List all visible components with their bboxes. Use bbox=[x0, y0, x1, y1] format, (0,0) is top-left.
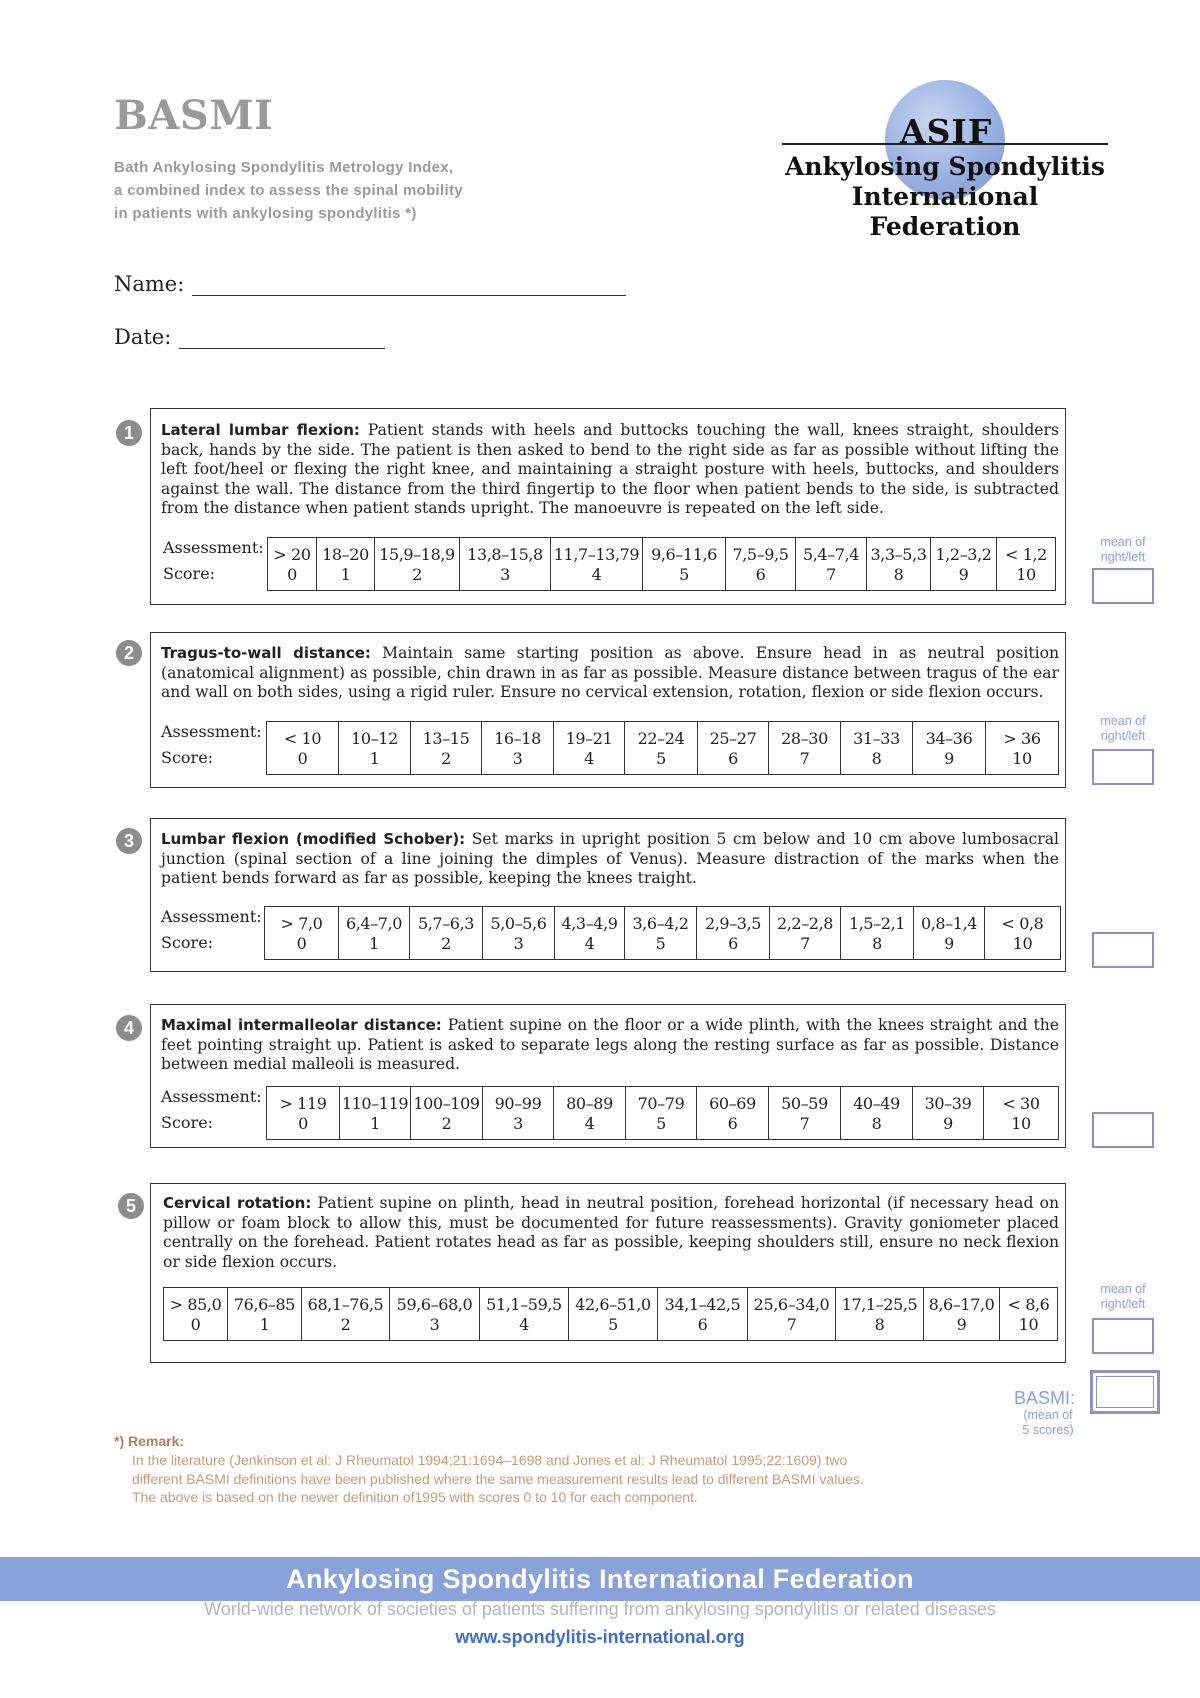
score-cell: 4 bbox=[554, 749, 625, 775]
mean-label-line: mean of bbox=[1100, 535, 1146, 549]
mean-label bbox=[1078, 714, 1168, 744]
score-cell: 4 bbox=[555, 934, 625, 960]
score-cell: 6 bbox=[697, 934, 770, 960]
basmi-sub-line: (mean of bbox=[1023, 1408, 1073, 1422]
assessment-cell: 18–20 bbox=[317, 538, 375, 566]
row-labels bbox=[161, 719, 262, 771]
score-cell: 0 bbox=[164, 1315, 228, 1341]
assessment-cell: 16–18 bbox=[482, 722, 554, 750]
score-cell: 9 bbox=[914, 934, 985, 960]
assessment-cell: > 20 bbox=[268, 538, 317, 566]
date-label: Date: bbox=[114, 325, 172, 349]
assessment-row bbox=[164, 1288, 1058, 1316]
score-cell: 5 bbox=[643, 565, 726, 591]
score-box-2[interactable] bbox=[1092, 749, 1154, 785]
assessment-cell: 70–79 bbox=[626, 1087, 697, 1115]
assessment-cell: 25–27 bbox=[698, 722, 769, 750]
mean-label-line: mean of bbox=[1100, 714, 1146, 728]
score-cell: 2 bbox=[411, 749, 482, 775]
score-cell: 7 bbox=[769, 1114, 841, 1140]
section-title: Lateral lumbar flexion: bbox=[161, 421, 360, 439]
score-cell: 7 bbox=[770, 934, 841, 960]
mean-label-line: mean of bbox=[1100, 1282, 1146, 1296]
assessment-cell: < 0,8 bbox=[985, 907, 1061, 935]
assessment-label: Assessment: bbox=[161, 1087, 262, 1106]
score-box-1[interactable] bbox=[1092, 568, 1154, 604]
assessment-cell: 13–15 bbox=[411, 722, 482, 750]
score-cell: 6 bbox=[726, 565, 796, 591]
assessment-cell: 13,8–15,8 bbox=[460, 538, 551, 566]
mean-label-line: right/left bbox=[1100, 550, 1146, 564]
remark-line: In the literature (Jenkinson et al: J Rheumatol 1994;21:1694–1698 and Jones et al: J Rheumatol 1995;22:1609) two bbox=[132, 1452, 848, 1468]
date-field[interactable] bbox=[114, 325, 385, 349]
assessment-cell: 31–33 bbox=[841, 722, 913, 750]
score-cell: 4 bbox=[554, 1114, 626, 1140]
assessment-cell: 40–49 bbox=[841, 1087, 913, 1115]
mean-label-line: right/left bbox=[1100, 1297, 1146, 1311]
score-cell: 6 bbox=[697, 1114, 769, 1140]
assessment-cell: 68,1–76,5 bbox=[302, 1288, 390, 1316]
assessment-row bbox=[268, 538, 1056, 566]
page-title: BASMI bbox=[114, 92, 274, 139]
subtitle-line: in patients with ankylosing spondylitis *) bbox=[114, 205, 417, 222]
assessment-cell: 34–36 bbox=[913, 722, 986, 750]
assessment-row bbox=[265, 907, 1061, 935]
date-input-line[interactable] bbox=[179, 328, 385, 349]
score-label: Score: bbox=[161, 748, 214, 767]
score-cell: 2 bbox=[411, 1114, 483, 1140]
remark-heading: *) Remark: bbox=[114, 1433, 185, 1449]
assessment-cell: 25,6–34,0 bbox=[748, 1288, 836, 1316]
score-cell: 2 bbox=[375, 565, 460, 591]
score-table bbox=[266, 721, 1059, 775]
section-number-3: 3 bbox=[116, 828, 142, 854]
assessment-cell: < 1,2 bbox=[997, 538, 1056, 566]
section-text: Patient supine on plinth, head in neutral position, forehead horizontal (if necessary head on pillow or foam block to allow this, must be documented for future reassessments). Gravity goniometer placed centrally on the forehead. Patient rotates head as far as possible, keeping shoulders still, ensure no neck flexion or side flexion occurs. bbox=[163, 1194, 1059, 1271]
assessment-cell: 10–12 bbox=[339, 722, 411, 750]
assessment-cell: 11,7–13,79 bbox=[551, 538, 643, 566]
assessment-cell: 15,9–18,9 bbox=[375, 538, 460, 566]
assessment-cell: 76,6–85 bbox=[228, 1288, 302, 1316]
assessment-cell: 59,6–68,0 bbox=[390, 1288, 480, 1316]
assessment-cell: 3,6–4,2 bbox=[625, 907, 697, 935]
section-number-5: 5 bbox=[118, 1193, 144, 1219]
score-cell: 10 bbox=[1000, 1315, 1058, 1341]
score-label: Score: bbox=[161, 1113, 214, 1132]
logo-line-1: Ankylosing Spondylitis bbox=[784, 152, 1106, 181]
score-cell: 0 bbox=[267, 749, 339, 775]
score-cell: 9 bbox=[913, 1114, 984, 1140]
remark-text bbox=[132, 1451, 1032, 1507]
score-cell: 8 bbox=[841, 934, 914, 960]
section-text: Patient supine on the floor or a wide plinth, with the knees straight and the feet pointing straight up. Patient is asked to separate legs along the resting surface as far as possible. Distance between medial malleoli is measured. bbox=[161, 1016, 1059, 1073]
assessment-cell: 110–119 bbox=[340, 1087, 411, 1115]
mean-label bbox=[1078, 535, 1168, 565]
score-row bbox=[267, 1114, 1059, 1140]
score-cell: 1 bbox=[339, 749, 411, 775]
score-label: Score: bbox=[163, 564, 216, 583]
score-cell: 0 bbox=[267, 1114, 340, 1140]
score-cell: 9 bbox=[924, 1315, 1000, 1341]
score-table bbox=[267, 537, 1056, 591]
section-text: Patient stands with heels and buttocks touching the wall, knees straight, shoulders back, hands by the side. The patient is then asked to bend to the right side as far as possible without lifting the left foot/heel or flexing the right knee, and maintaining a straight posture with heels, buttocks, and shoulders against the wall. The distance from the third fingertip to the floor when patient bends to the side, is subtracted from the distance when patient stands upright. The manoeuvre is repeated on the left side. bbox=[161, 421, 1059, 517]
row-labels bbox=[161, 904, 262, 956]
assessment-row bbox=[267, 1087, 1059, 1115]
section-description bbox=[163, 1194, 1059, 1272]
remark-line: The above is based on the newer definition of1995 with scores 0 to 10 for each component. bbox=[132, 1489, 698, 1505]
assessment-cell: 1,5–2,1 bbox=[841, 907, 914, 935]
section-text: Maintain same starting position as above. Ensure head in as neutral position (anatomical alignment) as possible, chin drawn in as far as possible. Measure distance between tragus of the ear and wall on both sides, using a rigid ruler. Ensure no cervical extension, rotation, flexion or side flexion occurs. bbox=[161, 644, 1060, 701]
assessment-cell: 6,4–7,0 bbox=[339, 907, 410, 935]
assessment-cell: 30–39 bbox=[913, 1087, 984, 1115]
assessment-cell: < 8,6 bbox=[1000, 1288, 1058, 1316]
basmi-sub-line: 5 scores) bbox=[1022, 1423, 1074, 1437]
subtitle-line: a combined index to assess the spinal mobility bbox=[114, 182, 463, 199]
assessment-cell: 4,3–4,9 bbox=[555, 907, 625, 935]
name-input-line[interactable] bbox=[192, 275, 626, 296]
section-panel-intermalleolar bbox=[150, 1004, 1066, 1148]
page-subtitle bbox=[114, 156, 463, 225]
score-cell: 5 bbox=[625, 749, 698, 775]
assessment-cell: 5,0–5,6 bbox=[483, 907, 555, 935]
score-cell: 5 bbox=[626, 1114, 697, 1140]
basmi-total-label: BASMI: bbox=[1014, 1388, 1076, 1408]
score-cell: 3 bbox=[482, 749, 554, 775]
section-panel-cervical-rotation bbox=[150, 1183, 1066, 1363]
section-number-2: 2 bbox=[116, 640, 142, 666]
score-box-4[interactable] bbox=[1092, 1112, 1154, 1148]
section-panel-tragus-to-wall bbox=[150, 632, 1066, 788]
section-title: Cervical rotation: bbox=[163, 1194, 312, 1212]
score-cell: 3 bbox=[460, 565, 551, 591]
assessment-cell: 7,5–9,5 bbox=[726, 538, 796, 566]
logo-line-2: International Federation bbox=[851, 182, 1039, 241]
score-cell: 0 bbox=[268, 565, 317, 591]
score-cell: 1 bbox=[340, 1114, 411, 1140]
score-box-3[interactable] bbox=[1092, 932, 1154, 968]
row-labels bbox=[161, 1084, 262, 1136]
score-cell: 6 bbox=[658, 1315, 748, 1341]
mean-label-line: right/left bbox=[1100, 729, 1146, 743]
score-cell: 0 bbox=[265, 934, 339, 960]
score-cell: 8 bbox=[841, 749, 913, 775]
score-cell: 4 bbox=[480, 1315, 569, 1341]
asif-logo-abbr: ASIF bbox=[900, 112, 993, 151]
score-row bbox=[267, 749, 1059, 775]
score-cell: 7 bbox=[769, 749, 841, 775]
score-cell: 10 bbox=[985, 934, 1061, 960]
assessment-cell: 51,1–59,5 bbox=[480, 1288, 569, 1316]
basmi-total-inner-box bbox=[1096, 1376, 1154, 1408]
score-cell: 1 bbox=[339, 934, 410, 960]
score-cell: 4 bbox=[551, 565, 643, 591]
remark-line: different BASMI definitions have been published where the same measurement results lead to different BASMI values. bbox=[132, 1470, 864, 1487]
name-field[interactable] bbox=[114, 272, 626, 296]
score-row bbox=[265, 934, 1061, 960]
section-title: Tragus-to-wall distance: bbox=[161, 644, 371, 662]
assessment-label: Assessment: bbox=[163, 538, 264, 557]
score-cell: 7 bbox=[796, 565, 867, 591]
score-table bbox=[264, 906, 1061, 960]
assessment-cell: 42,6–51,0 bbox=[569, 1288, 658, 1316]
section-description bbox=[161, 830, 1059, 889]
assessment-label: Assessment: bbox=[161, 907, 262, 926]
score-cell: 7 bbox=[748, 1315, 836, 1341]
score-cell: 3 bbox=[483, 1114, 554, 1140]
basmi-total-box[interactable] bbox=[1090, 1370, 1160, 1414]
score-cell: 2 bbox=[410, 934, 483, 960]
assessment-cell: > 119 bbox=[267, 1087, 340, 1115]
score-cell: 1 bbox=[317, 565, 375, 591]
score-cell: 2 bbox=[302, 1315, 390, 1341]
assessment-cell: 5,7–6,3 bbox=[410, 907, 483, 935]
assessment-cell: 100–109 bbox=[411, 1087, 483, 1115]
score-table bbox=[266, 1086, 1059, 1140]
subtitle-line: Bath Ankylosing Spondylitis Metrology Index, bbox=[114, 159, 454, 176]
score-row bbox=[268, 565, 1056, 591]
score-cell: 6 bbox=[698, 749, 769, 775]
section-number-4: 4 bbox=[116, 1015, 142, 1041]
score-cell: 10 bbox=[986, 749, 1059, 775]
assessment-cell: 19–21 bbox=[554, 722, 625, 750]
section-description bbox=[161, 421, 1059, 519]
assessment-cell: > 36 bbox=[986, 722, 1059, 750]
score-cell: 5 bbox=[569, 1315, 658, 1341]
score-cell: 8 bbox=[836, 1315, 924, 1341]
score-cell: 9 bbox=[913, 749, 986, 775]
basmi-total-sublabel bbox=[1008, 1408, 1088, 1438]
mean-label bbox=[1078, 1282, 1168, 1312]
score-cell: 9 bbox=[931, 565, 997, 591]
score-cell: 8 bbox=[867, 565, 931, 591]
assessment-cell: < 30 bbox=[984, 1087, 1059, 1115]
score-cell: 3 bbox=[390, 1315, 480, 1341]
score-cell: 8 bbox=[841, 1114, 913, 1140]
footer-tagline: World-wide network of societies of patients suffering from ankylosing spondylitis or related diseases bbox=[204, 1599, 996, 1619]
assessment-label: Assessment: bbox=[161, 722, 262, 741]
assessment-cell: 80–89 bbox=[554, 1087, 626, 1115]
score-box-5[interactable] bbox=[1092, 1318, 1154, 1354]
assessment-cell: 50–59 bbox=[769, 1087, 841, 1115]
score-row bbox=[164, 1315, 1058, 1341]
footer-organization: Ankylosing Spondylitis International Federation bbox=[0, 1557, 1200, 1601]
assessment-cell: 2,2–2,8 bbox=[770, 907, 841, 935]
section-panel-lateral-lumbar-flexion bbox=[150, 408, 1066, 605]
score-label: Score: bbox=[161, 933, 214, 952]
assessment-cell: < 10 bbox=[267, 722, 339, 750]
assessment-cell: > 7,0 bbox=[265, 907, 339, 935]
assessment-cell: 90–99 bbox=[483, 1087, 554, 1115]
score-cell: 1 bbox=[228, 1315, 302, 1341]
score-cell: 10 bbox=[984, 1114, 1059, 1140]
score-cell: 3 bbox=[483, 934, 555, 960]
assessment-cell: 5,4–7,4 bbox=[796, 538, 867, 566]
assessment-row bbox=[267, 722, 1059, 750]
assessment-cell: > 85,0 bbox=[164, 1288, 228, 1316]
row-labels bbox=[163, 535, 264, 587]
section-text: Set marks in upright position 5 cm below and 10 cm above lumbosacral junction (spinal section of a line joining the dimples of Venus). Measure distraction of the marks when the patient bends forward as far as possible, keeping the knees traight. bbox=[161, 830, 1059, 887]
score-table bbox=[163, 1287, 1058, 1341]
section-number-1: 1 bbox=[116, 420, 142, 446]
footer-url-link[interactable]: www.spondylitis-international.org bbox=[455, 1627, 745, 1647]
assessment-cell: 34,1–42,5 bbox=[658, 1288, 748, 1316]
assessment-cell: 8,6–17,0 bbox=[924, 1288, 1000, 1316]
assessment-cell: 60–69 bbox=[697, 1087, 769, 1115]
asif-logo-name bbox=[780, 152, 1110, 242]
section-title: Maximal intermalleolar distance: bbox=[161, 1016, 442, 1034]
assessment-cell: 0,8–1,4 bbox=[914, 907, 985, 935]
assessment-cell: 1,2–3,2 bbox=[931, 538, 997, 566]
score-cell: 5 bbox=[625, 934, 697, 960]
section-description bbox=[161, 644, 1059, 703]
section-panel-lumbar-flexion bbox=[150, 818, 1066, 972]
assessment-cell: 2,9–3,5 bbox=[697, 907, 770, 935]
score-cell: 10 bbox=[997, 565, 1056, 591]
section-description bbox=[161, 1016, 1059, 1075]
assessment-cell: 22–24 bbox=[625, 722, 698, 750]
assessment-cell: 3,3–5,3 bbox=[867, 538, 931, 566]
section-title: Lumbar flexion (modified Schober): bbox=[161, 830, 466, 848]
assessment-cell: 9,6–11,6 bbox=[643, 538, 726, 566]
name-label: Name: bbox=[114, 272, 185, 296]
assessment-cell: 17,1–25,5 bbox=[836, 1288, 924, 1316]
assessment-cell: 28–30 bbox=[769, 722, 841, 750]
